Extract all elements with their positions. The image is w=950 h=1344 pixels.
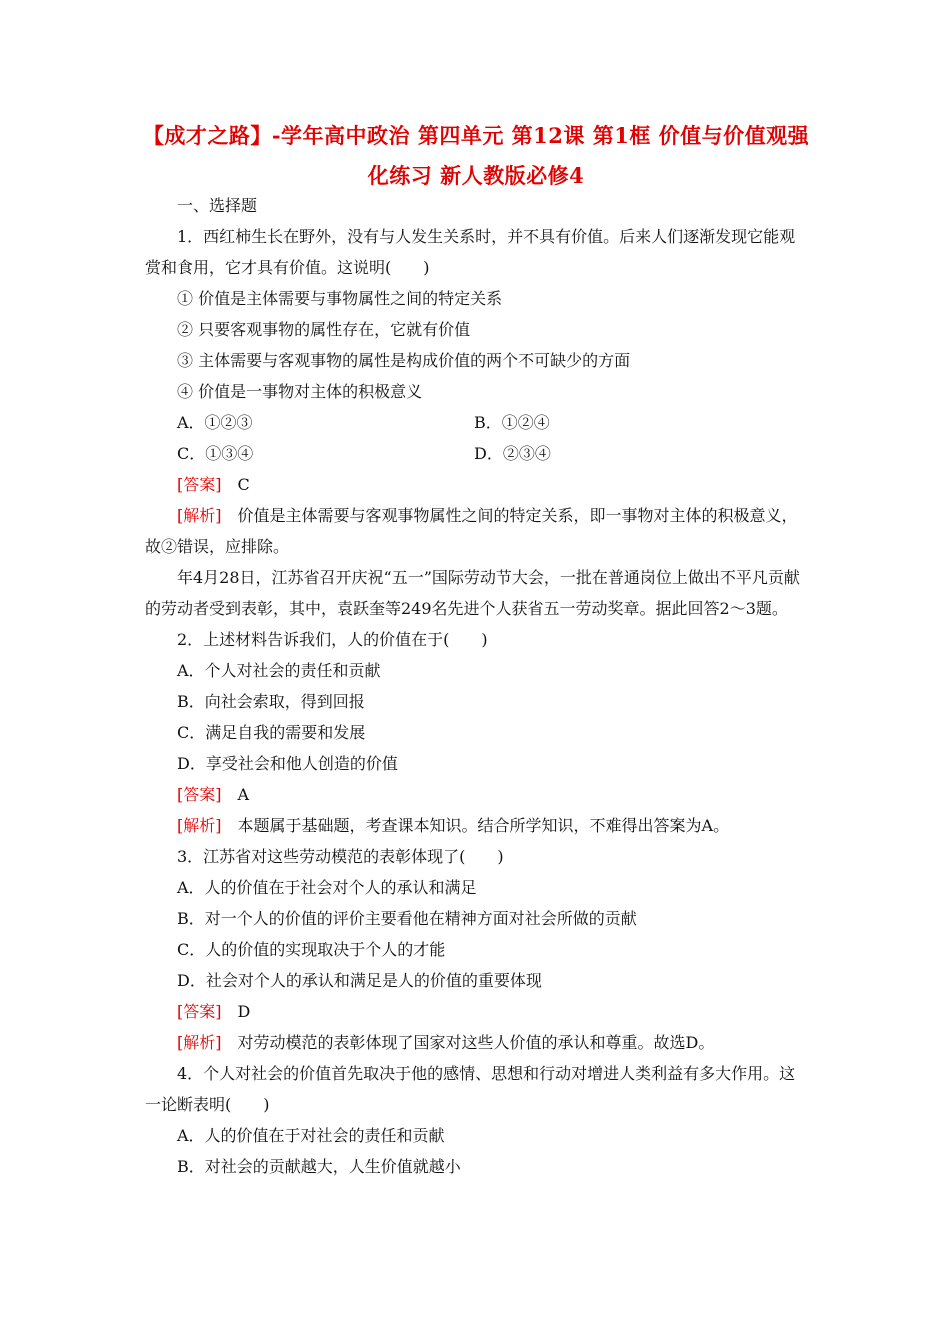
document-body <box>145 190 810 1182</box>
analysis-text: 本题属于基础题，考查课本知识。结合所学知识，不难得出答案为A。 <box>237 816 730 835</box>
q2-option-a: A．个人对社会的责任和贡献 <box>177 661 381 680</box>
q1-answer <box>145 469 810 500</box>
material-passage: 年4月28日，江苏省召开庆祝“五一”国际劳动节大会，一批在普通岗位上做出不平凡贡献的劳动者受到表彰，其中，袁跃奎等249名先进个人获省五一劳动奖章。据此回答2～3题。 <box>145 568 800 618</box>
q2-option-d: D．享受社会和他人创造的价值 <box>177 754 398 773</box>
q3-analysis <box>145 1027 810 1058</box>
q1-options-row-1 <box>145 407 810 438</box>
analysis-text: 对劳动模范的表彰体现了国家对这些人价值的承认和尊重。故选D。 <box>237 1033 715 1052</box>
q2-answer <box>145 779 810 810</box>
question-2-stem: 2．上述材料告诉我们，人的价值在于( ) <box>177 630 488 649</box>
q1-analysis <box>145 500 810 562</box>
question-3-stem: 3．江苏省对这些劳动模范的表彰体现了( ) <box>177 847 504 866</box>
section-heading: 一、选择题 <box>177 196 258 215</box>
question-4-stem: 4．个人对社会的价值首先取决于他的感情、思想和行动对增进人类利益有多大作用。这一论断表明( ) <box>145 1064 796 1114</box>
q1-option-b: B．①②④ <box>474 413 550 432</box>
answer-tag: [答案] <box>177 475 222 494</box>
q1-statement-4: ④ 价值是一事物对主体的积极意义 <box>177 382 423 401</box>
analysis-tag: [解析] <box>177 1033 222 1052</box>
answer-value: A <box>237 785 250 804</box>
q3-answer <box>145 996 810 1027</box>
q4-option-a: A．人的价值在于对社会的责任和贡献 <box>177 1126 445 1145</box>
q2-option-c: C．满足自我的需要和发展 <box>177 723 366 742</box>
analysis-text: 价值是主体需要与客观事物属性之间的特定关系，即一事物对主体的积极意义，故②错误，应排除。 <box>145 506 798 556</box>
q1-statement-3: ③ 主体需要与客观事物的属性是构成价值的两个不可缺少的方面 <box>177 351 631 370</box>
q4-option-b: B．对社会的贡献越大，人生价值就越小 <box>177 1157 461 1176</box>
q2-analysis <box>145 810 810 841</box>
q1-option-c: C．①③④ <box>177 444 254 463</box>
q1-statement-1: ① 价值是主体需要与事物属性之间的特定关系 <box>177 289 503 308</box>
q1-statement-2: ② 只要客观事物的属性存在，它就有价值 <box>177 320 471 339</box>
q2-option-b: B．向社会索取，得到回报 <box>177 692 365 711</box>
q3-option-a: A．人的价值在于社会对个人的承认和满足 <box>177 878 477 897</box>
answer-tag: [答案] <box>177 1002 222 1021</box>
answer-tag: [答案] <box>177 785 222 804</box>
document-title: 【成才之路】-学年高中政治 第四单元 第12课 第1框 价值与价值观强化练习 新人教版必修4 <box>142 123 810 188</box>
q1-option-d: D．②③④ <box>474 444 551 463</box>
question-1-stem: 1．西红柿生长在野外，没有与人发生关系时，并不具有价值。后来人们逐渐发现它能观赏和食用，它才具有价值。这说明( ) <box>145 227 796 277</box>
answer-value: D <box>237 1002 251 1021</box>
analysis-tag: [解析] <box>177 816 222 835</box>
q3-option-b: B．对一个人的价值的评价主要看他在精神方面对社会所做的贡献 <box>177 909 637 928</box>
q1-option-a: A．①②③ <box>177 413 253 432</box>
q3-option-c: C．人的价值的实现取决于个人的才能 <box>177 940 446 959</box>
q1-options-row-2 <box>145 438 810 469</box>
answer-value: C <box>237 475 250 494</box>
analysis-tag: [解析] <box>177 506 222 525</box>
q3-option-d: D．社会对个人的承认和满足是人的价值的重要体现 <box>177 971 542 990</box>
